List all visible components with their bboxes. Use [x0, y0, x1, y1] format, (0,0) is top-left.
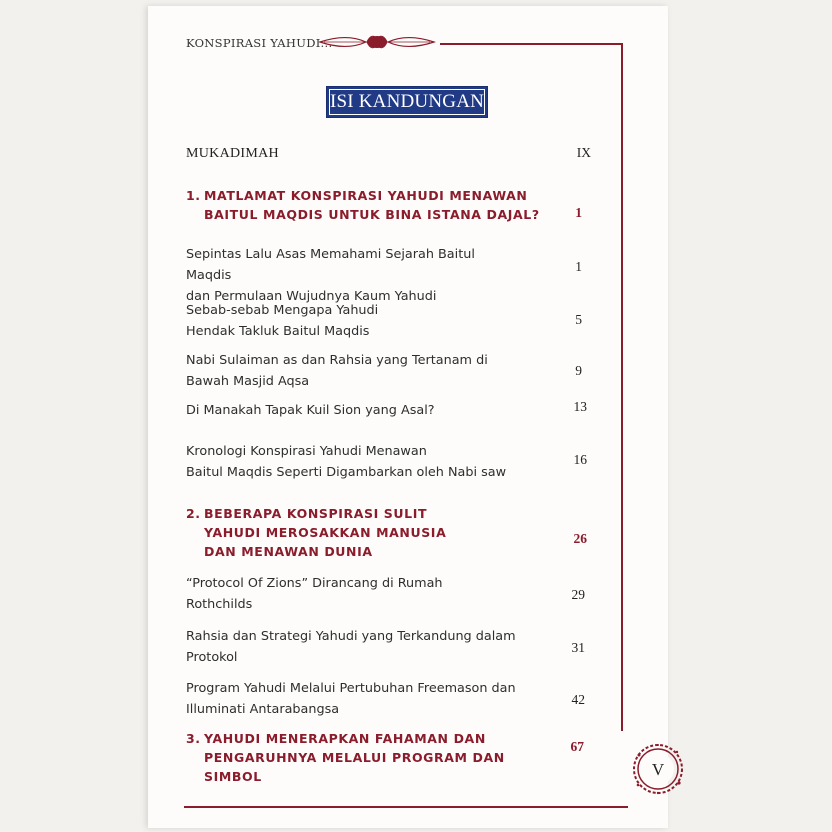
frame-top-line [440, 43, 622, 45]
toc-entry [186, 441, 516, 483]
entry-page: 29 [571, 587, 585, 602]
chapter-2-line-2: YAHUDI MEROSAKKAN MANUSIA [204, 525, 447, 540]
entry-line: Rahsia dan Strategi Yahudi yang Terkandung dalam [186, 629, 516, 644]
entry-page: 42 [571, 692, 585, 707]
entry-line: Di Manakah Tapak Kuil Sion yang Asal? [186, 403, 435, 418]
entry-line: Kronologi Konspirasi Yahudi Menawan [186, 444, 427, 459]
chapter-2-line-3: DAN MENAWAN DUNIA [204, 544, 373, 559]
entry-line: Sebab-sebab Mengapa Yahudi [186, 303, 379, 318]
toc-title-box [326, 86, 488, 118]
entry-line: Program Yahudi Melalui Pertubuhan Freemason dan [186, 681, 516, 696]
toc-entry [186, 573, 516, 615]
entry-line: Rothchilds [186, 597, 253, 612]
header-ornament-icon [318, 33, 436, 51]
entry-line: Hendak Takluk Baitul Maqdis [186, 324, 370, 339]
toc-chapter-2 [186, 504, 546, 561]
entry-line: “Protocol Of Zions” Dirancang di Rumah [186, 576, 443, 591]
chapter-1-page: 1 [575, 205, 582, 220]
page-number: V [651, 760, 665, 779]
toc-chapter-1 [186, 186, 546, 224]
chapter-1-number: 1. [186, 188, 201, 203]
toc-entry [186, 350, 516, 392]
entry-page: 9 [575, 363, 582, 378]
toc-entry [186, 244, 516, 307]
frame-right-line [621, 43, 623, 731]
chapter-3-number: 3. [186, 731, 201, 746]
chapter-3-line-1: YAHUDI MENERAPKAN FAHAMAN DAN [204, 731, 486, 746]
entry-line: Illuminati Antarabangsa [186, 702, 340, 717]
chapter-2-page: 26 [573, 531, 587, 546]
toc-mukadimah [186, 146, 606, 162]
chapter-2-line-1: BEBERAPA KONSPIRASI SULIT [204, 506, 428, 521]
mukadimah-label: MUKADIMAH [186, 146, 279, 161]
entry-line: Sepintas Lalu Asas Memahami Sejarah Baitul Maqdis [186, 247, 475, 283]
toc-chapter-3 [186, 729, 546, 786]
entry-page: 31 [571, 640, 585, 655]
entry-line: Protokol [186, 650, 238, 665]
mukadimah-page: IX [576, 145, 591, 160]
chapter-1-line-2: BAITUL MAQDIS UNTUK BINA ISTANA DAJAL? [204, 207, 540, 222]
toc-entry [186, 626, 516, 668]
entry-line: Bawah Masjid Aqsa [186, 374, 310, 389]
chapter-3-line-2: PENGARUHNYA MELALUI PROGRAM DAN SIMBOL [204, 750, 505, 784]
chapter-1-line-1: MATLAMAT KONSPIRASI YAHUDI MENAWAN [204, 188, 528, 203]
frame-bottom-line [184, 806, 628, 808]
entry-line: dan Permulaan Wujudnya Kaum Yahudi [186, 289, 437, 304]
toc-entry [186, 300, 516, 342]
toc-entry [186, 678, 516, 720]
entry-page: 1 [575, 259, 582, 274]
entry-page: 16 [573, 452, 587, 467]
page-number-badge [632, 743, 684, 795]
entry-page: 5 [575, 312, 582, 327]
toc-title: ISI KANDUNGAN [329, 91, 485, 112]
entry-line: Baitul Maqdis Seperti Digambarkan oleh Nabi saw [186, 465, 507, 480]
chapter-3-page: 67 [570, 739, 584, 754]
entry-page: 13 [573, 399, 587, 414]
running-header: KONSPIRASI YAHUDI... [186, 36, 333, 50]
toc-entry [186, 400, 516, 421]
chapter-2-number: 2. [186, 506, 201, 521]
entry-line: Nabi Sulaiman as dan Rahsia yang Tertanam di [186, 353, 488, 368]
